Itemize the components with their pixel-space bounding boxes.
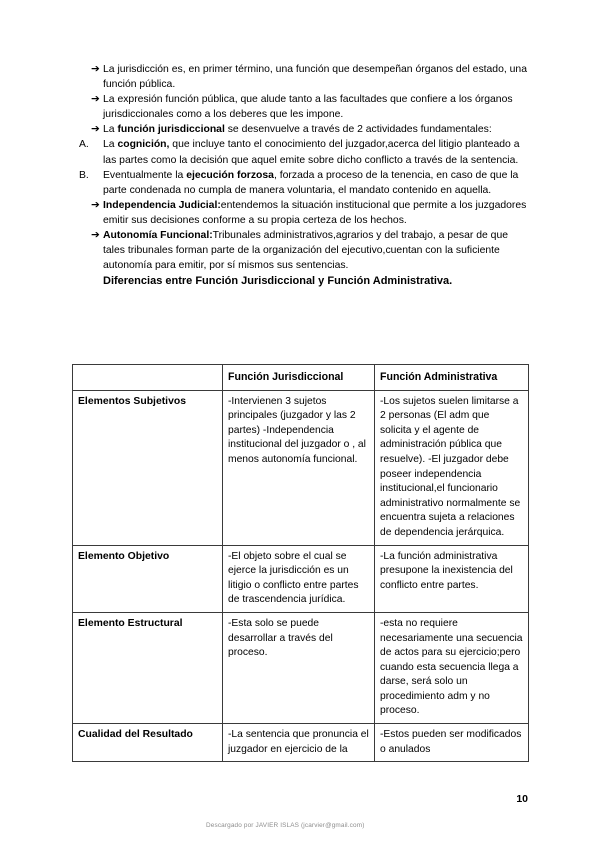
list-item-emphasis: cognición, (117, 139, 170, 151)
row-label: Elementos Subjetivos (73, 390, 223, 545)
diferencias-table (72, 364, 529, 762)
row-label: Cualidad del Resultado (73, 724, 223, 762)
list-item-suffix: , forzada a proceso de la tenencia, en caso de que la parte condenada no cumpla de manera voluntaria, el mandato contenido en aquella. (103, 169, 519, 196)
cell-administrativa: -esta no requiere necesariamente una secuencia de actos para su ejercicio;pero cuando esta secuencia llega a darse, será solo un procedimiento adm y no proceso. (375, 612, 529, 723)
cell-jurisdiccional: -Esta solo se puede desarrollar a través del proceso. (223, 612, 375, 723)
body-text-block (72, 62, 528, 290)
table-corner-cell (73, 365, 223, 391)
list-item-emphasis: función jurisdiccional (117, 124, 225, 136)
list-item-prefix: La (103, 124, 118, 136)
page-number: 10 (516, 793, 528, 805)
table-row (73, 612, 529, 723)
list-item-text: Tribunales administrativos,agrarios y del trabajo, a pesar de que tales tribunales forman parte de la organización del ejecutivo,cuentan con la suficiente autonomía para emitir, por sí mismos sus sentencias. (103, 230, 508, 272)
list-item (72, 62, 528, 92)
table-header-row (73, 365, 529, 391)
arrow-right-icon: ➔ (91, 123, 100, 136)
list-item-marker: B. (79, 169, 89, 181)
list-item-prefix: Eventualmente la (103, 169, 187, 181)
list-item-suffix: se desenvuelve a través de 2 actividades fundamentales: (224, 124, 492, 136)
arrow-right-icon: ➔ (91, 229, 100, 242)
list-item-term: Independencia Judicial: (103, 199, 221, 211)
column-header-jurisdiccional: Función Jurisdiccional (223, 365, 375, 391)
list-item (72, 137, 528, 167)
row-label: Elemento Estructural (73, 612, 223, 723)
list-item-prefix: La (103, 139, 118, 151)
column-header-administrativa: Función Administrativa (375, 365, 529, 391)
list-item-text: La jurisdicción es, en primer término, una función que desempeñan órganos del estado, una función pública. (103, 64, 527, 91)
list-item (72, 198, 528, 228)
list-item-suffix: que incluye tanto el conocimiento del juzgador,acerca del litigio planteado a las partes como la decisión que aquel emite sobre dicho conflicto a través de la sentencia. (103, 139, 520, 166)
closing-bullet-list (72, 198, 528, 273)
list-item-term: Autonomía Funcional: (103, 230, 213, 242)
cell-administrativa: -La función administrativa presupone la inexistencia del conflicto entre partes. (375, 545, 529, 612)
table-row (73, 545, 529, 612)
alpha-list (72, 137, 528, 197)
cell-jurisdiccional: -Intervienen 3 sujetos principales (juzgador y las 2 partes) -Independencia institucional del juzgador o , al menos autonomía funcional. (223, 390, 375, 545)
list-item (72, 228, 528, 273)
cell-jurisdiccional: -La sentencia que pronuncia el juzgador en ejercicio de la (223, 724, 375, 762)
cell-administrativa: -Estos pueden ser modificados o anulados (375, 724, 529, 762)
intro-bullet-list (72, 62, 528, 137)
page-title: Diferencias entre Función Jurisdiccional y Función Administrativa. (103, 275, 453, 288)
list-item-text: La expresión función pública, que alude tanto a las facultades que confiere a los órganos jurisdiccionales como a los deberes que les impone. (103, 94, 513, 121)
list-item-funcion-jurisdiccional (72, 122, 528, 137)
cell-administrativa: -Los sujetos suelen limitarse a 2 personas (El adm que solicita y el agente de administración pública que resuelve). -El juzgador debe poseer independencia institucional,el funcionario administrativo normalmente se encuentra sujeta a relaciones de dependencia jerárquica. (375, 390, 529, 545)
arrow-right-icon: ➔ (91, 63, 100, 75)
row-label: Elemento Objetivo (73, 545, 223, 612)
list-item (72, 168, 528, 198)
list-item-text: entendemos la situación institucional que permite a los juzgadores emitir sus decisiones conforme a su propia certeza de los hechos. (103, 199, 527, 226)
table-row (73, 724, 529, 762)
list-item (72, 92, 528, 122)
cell-jurisdiccional: -El objeto sobre el cual se ejerce la jurisdicción es un litigio o conflicto entre partes de trascendencia jurídica. (223, 545, 375, 612)
arrow-right-icon: ➔ (91, 93, 100, 106)
list-item-marker: A. (79, 139, 89, 151)
list-item-emphasis: ejecución forzosa (186, 169, 274, 181)
table-row (73, 390, 529, 545)
download-attribution: Descargado por JAVIER ISLAS (jcarvier@gmail.com) (206, 822, 365, 829)
arrow-right-icon: ➔ (91, 198, 100, 211)
